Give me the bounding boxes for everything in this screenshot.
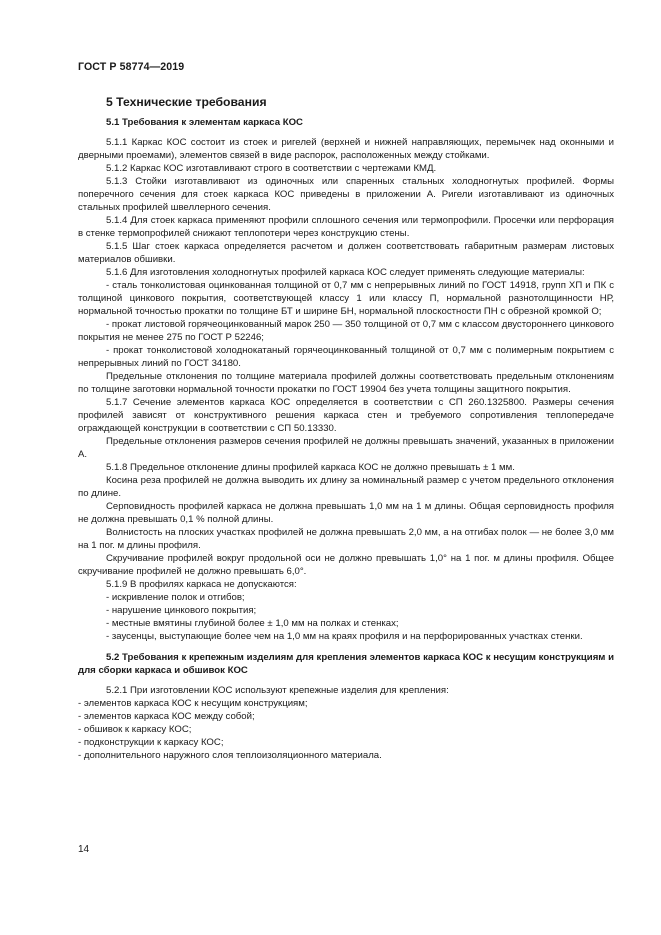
section-title: 5 Технические требования — [106, 95, 267, 109]
list-item: - нарушение цинкового покрытия; — [106, 605, 257, 616]
paragraph: 5.1.6 Для изготовления холодногнутых профилей каркаса КОС следует применять следующие материалы: — [106, 267, 585, 278]
paragraph: 5.1.4 Для стоек каркаса применяют профили сплошного сечения или термопрофили. Просечки или перфорация в стенке термопрофилей снижают теплопотери через конструкцию стены. — [78, 215, 614, 239]
paragraph: 5.1.2 Каркас КОС изготавливают строго в соответствии с чертежами КМД. — [106, 163, 437, 174]
list-item: - местные вмятины глубиной более ± 1,0 мм на полках и стенках; — [106, 618, 399, 629]
list-item: - обшивок к каркасу КОС; — [78, 724, 192, 735]
list-item: - сталь тонколистовая оцинкованная толщиной от 0,7 мм с непрерывных линий по ГОСТ 14918, групп ХП и ПК с толщиной цинкового покрытия, соответствующей классу 1 или классу П, нормальной разнотолщинности НР, нормальной точностью прокатки по толщине БТ и ширине БН, нормальной плоскостности ПН с обрезной кромкой О; — [78, 280, 614, 317]
paragraph: 5.2.1 При изготовлении КОС используют крепежные изделия для крепления: — [106, 685, 449, 696]
subsection-heading: 5.1 Требования к элементам каркаса КОС — [106, 117, 303, 128]
list-item: - прокат тонколистовой холоднокатаный горячеоцинкованный толщиной от 0,7 мм с полимерным покрытием с непрерывных линий по ГОСТ 34180. — [78, 345, 614, 369]
list-item: - элементов каркаса КОС к несущим конструкциям; — [78, 698, 308, 709]
paragraph: 5.1.8 Предельное отклонение длины профилей каркаса КОС не должно превышать ± 1 мм. — [106, 462, 515, 473]
list-item: - искривление полок и отгибов; — [106, 592, 245, 603]
paragraph: 5.1.7 Сечение элементов каркаса КОС определяется в соответствии с СП 260.1325800. Размеры сечения профилей зависят от конструктивного решения каркаса стен и требуемого сопротивления теплопередаче ограждающей конструкции в соответствии с СП 50.13330. — [78, 397, 614, 434]
list-item: - дополнительного наружного слоя теплоизоляционного материала. — [78, 750, 382, 761]
subsection-heading: 5.2 Требования к крепежным изделиям для крепления элементов каркаса КОС к несущим конструкциям и для сборки каркаса и обшивок КОС — [78, 652, 614, 676]
list-item: - прокат листовой горячеоцинкованный марок 250 — 350 толщиной от 0,7 мм с классом двустороннего цинкового покрытия не менее 275 по ГОСТ Р 52246; — [78, 319, 614, 343]
paragraph: Предельные отклонения размеров сечения профилей не должны превышать значений, указанных в приложении А. — [78, 436, 614, 460]
list-item: - элементов каркаса КОС между собой; — [78, 711, 255, 722]
paragraph: 5.1.9 В профилях каркаса не допускаются: — [106, 579, 297, 590]
page-number: 14 — [78, 844, 90, 855]
paragraph: 5.1.3 Стойки изготавливают из одиночных или спаренных стальных холодногнутых профилей. Формы поперечного сечения для стоек каркаса КОС приведены в приложении А. Ригели изготавливают из одиночных стальных профилей швеллерного сечения. — [78, 176, 614, 213]
paragraph: Скручивание профилей вокруг продольной оси не должно превышать 1,0° на 1 пог. м длины профиля. Общее скручивание профилей не должно превышать 6,0°. — [78, 553, 614, 577]
paragraph: Предельные отклонения по толщине материала профилей должны соответствовать предельным отклонениям по толщине заготовки нормальной точности прокатки по ГОСТ 19904 без учета толщины защитного покрытия. — [78, 371, 614, 395]
document-page — [78, 0, 614, 935]
list-item: - заусенцы, выступающие более чем на 1,0 мм на краях профиля и на перфорированных участках стенки. — [106, 631, 583, 642]
paragraph: 5.1.5 Шаг стоек каркаса определяется расчетом и должен соответствовать габаритным размерам листовых материалов обшивки. — [78, 241, 614, 265]
list-item: - подконструкции к каркасу КОС; — [78, 737, 224, 748]
body-text — [78, 116, 614, 762]
paragraph: Волнистость на плоских участках профилей не должна превышать 2,0 мм, а на отгибах полок — не более 3,0 мм на 1 пог. м длины профиля. — [78, 527, 614, 551]
paragraph: 5.1.1 Каркас КОС состоит из стоек и ригелей (верхней и нижней направляющих, перемычек над оконными и дверными проемами), элементов связей в виде распорок, расположенных между стойками. — [78, 137, 614, 161]
paragraph: Серповидность профилей каркаса не должна превышать 1,0 мм на 1 м длины. Общая серповидность профиля не должна превышать 0,1 % полной длины. — [78, 501, 614, 525]
standard-header: ГОСТ Р 58774—2019 — [78, 61, 185, 73]
paragraph: Косина реза профилей не должна выводить их длину за номинальный размер с учетом предельного отклонения по длине. — [78, 475, 614, 499]
